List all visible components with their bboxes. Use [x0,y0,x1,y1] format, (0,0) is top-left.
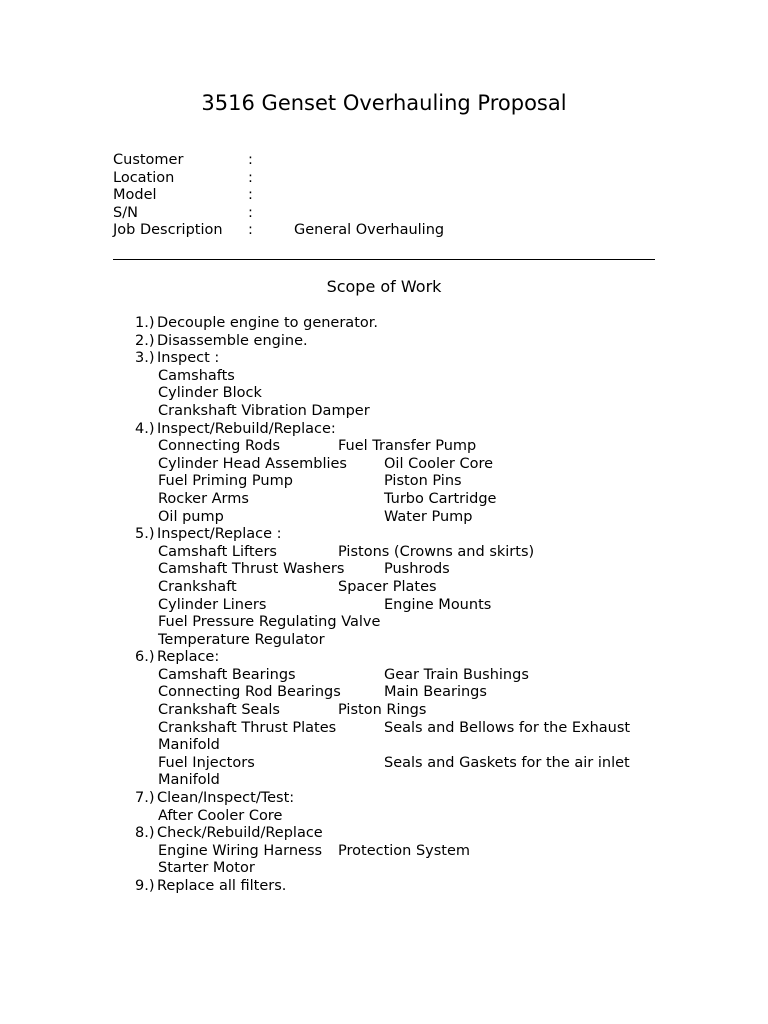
sub-item: Fuel Pressure Regulating Valve [158,614,381,631]
list-item [135,421,695,439]
sub-item: Pushrods [384,561,450,578]
item-number: 3.) [135,350,155,367]
sub-item: Cylinder Liners [158,596,267,613]
sub-item: Gear Train Bushings [384,666,529,683]
item-heading: Check/Rebuild/Replace [157,825,323,842]
item-number: 7.) [135,790,155,807]
sub-item: Pistons (Crowns and skirts) [338,543,535,560]
sub-item: Fuel Priming Pump [158,473,293,490]
list-item [135,790,695,808]
sub-item-row [135,737,695,755]
sub-item: Camshafts [158,367,235,384]
sub-item-row [135,772,695,790]
sub-item: Cylinder Head Assemblies [158,455,347,472]
sub-item: Seals and Bellows for the Exhaust [384,719,631,736]
sub-item-row [135,579,695,597]
info-value: General Overhauling [294,222,445,239]
sub-item: Camshaft Thrust Washers [158,561,345,578]
sub-item: Temperature Regulator [158,631,325,648]
sub-item: Cylinder Block [158,385,262,402]
info-label: Customer [113,152,184,168]
info-label: S/N [113,204,138,221]
info-label: Job Description [113,222,223,239]
item-number: 9.) [135,878,155,894]
sub-item-row [135,456,695,474]
sub-item-row [135,544,695,562]
sub-item: Manifold [158,772,220,789]
list-item [135,649,695,667]
sub-item: Engine Wiring Harness [158,842,323,859]
sub-item-row [135,438,695,456]
item-number: 4.) [135,420,155,437]
sub-item-row [135,684,695,702]
scope-heading: Scope of Work [326,277,442,296]
info-colon: : [248,169,253,186]
sub-item-row [135,403,695,421]
sub-item-row [135,561,695,579]
item-heading: Inspect/Rebuild/Replace: [157,420,336,437]
sub-item: Crankshaft [158,578,237,595]
sub-item: Piston Pins [384,473,462,490]
sub-item: Camshaft Bearings [158,666,296,683]
item-heading: Inspect/Replace : [157,526,282,543]
list-item [135,333,695,351]
sub-item-row [135,491,695,509]
item-heading: Decouple engine to generator. [157,315,378,331]
item-number: 8.) [135,825,155,842]
item-number: 6.) [135,649,155,666]
sub-item-row [135,368,695,386]
sub-item-row [135,614,695,632]
info-colon: : [248,222,253,239]
item-heading: Clean/Inspect/Test: [157,790,295,807]
sub-item-row [135,667,695,685]
info-colon: : [248,187,253,204]
list-item [135,526,695,544]
list-item [135,315,695,333]
sub-item: Starter Motor [158,860,255,877]
item-number: 1.) [135,315,155,331]
sub-item: Oil Cooler Core [384,455,494,472]
sub-item-row [135,632,695,650]
sub-item-row [135,808,695,826]
sub-item-row [135,702,695,720]
sub-item: After Cooler Core [158,807,283,824]
item-heading: Disassemble engine. [157,332,308,349]
sub-item: Fuel Transfer Pump [338,438,477,455]
list-item [135,878,695,896]
sub-item: Main Bearings [384,684,487,701]
sub-item-row [135,860,695,878]
sub-item: Connecting Rods [158,438,281,455]
sub-item: Protection System [338,842,471,859]
item-heading: Replace all filters. [157,878,287,894]
sub-item: Piston Rings [338,702,427,719]
divider [113,259,655,260]
sub-item-row [135,843,695,861]
sub-item: Manifold [158,737,220,754]
sub-item: Rocker Arms [158,490,249,507]
sub-item: Turbo Cartridge [384,490,497,507]
sub-item-row [135,385,695,403]
sub-item-row [135,473,695,491]
info-label: Model [113,187,157,204]
sub-item: Camshaft Lifters [158,543,277,560]
sub-item: Crankshaft Thrust Plates [158,719,337,736]
item-heading: Inspect : [157,350,220,367]
sub-item: Crankshaft Seals [158,702,280,719]
sub-item-row [135,509,695,527]
sub-item: Seals and Gaskets for the air inlet [384,754,630,771]
sub-item: Fuel Injectors [158,754,255,771]
info-colon: : [248,204,253,221]
sub-item-row [135,720,695,738]
sub-item: Connecting Rod Bearings [158,684,341,701]
sub-item-row [135,597,695,615]
item-number: 2.) [135,332,155,349]
item-number: 5.) [135,526,155,543]
page-title: 3516 Genset Overhauling Proposal [201,91,567,115]
sub-item: Engine Mounts [384,596,492,613]
info-colon: : [248,152,253,168]
list-item [135,825,695,843]
sub-item: Water Pump [384,508,473,525]
info-label: Location [113,169,175,186]
sub-item: Oil pump [158,508,224,525]
item-heading: Replace: [157,649,220,666]
sub-item: Spacer Plates [338,578,437,595]
list-item [135,350,695,368]
scope-list [135,315,695,896]
sub-item: Crankshaft Vibration Damper [158,402,370,419]
sub-item-row [135,755,695,773]
